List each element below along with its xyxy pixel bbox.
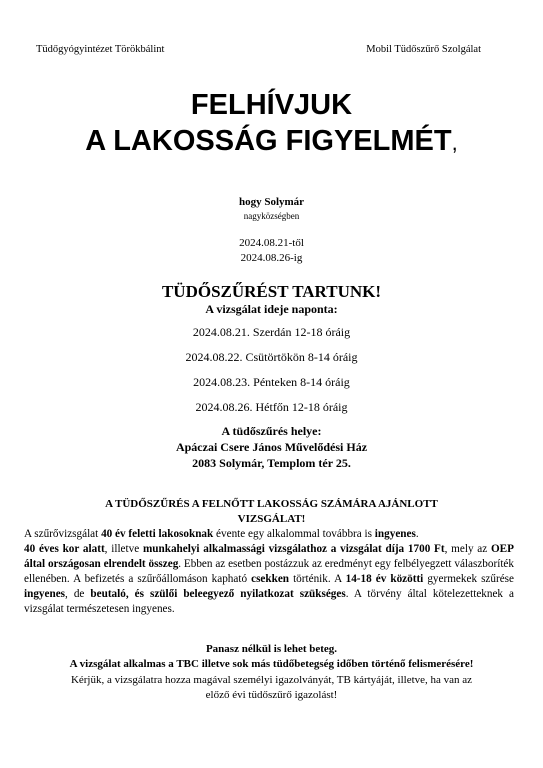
body-text-bold: munkahelyi alkalmassági vizsgálathoz a vizsgálat díja 1700 Ft (142, 543, 445, 555)
schedule-item: 2024.08.23. Pénteken 8-14 óráig (193, 375, 350, 389)
footer-line-1: Panasz nélkül is lehet beteg. (205, 643, 338, 655)
location-town: hogy Solymár (238, 196, 305, 208)
recommendation-line-1: A TÜDŐSZŰRÉS A FELNŐTT LAKOSSÁG SZÁMÁRA AJÁNLOTT (105, 498, 438, 510)
body-text: történik. A (289, 573, 346, 585)
body-text-bold: ingyenes (24, 588, 66, 600)
venue-name: Apáczai Csere János Művelődési Ház (175, 440, 368, 454)
schedule-item: 2024.08.21. Szerdán 12-18 óráig (192, 325, 351, 339)
body-paragraph-1 (24, 527, 514, 542)
schedule-item: 2024.08.26. Hétfőn 12-18 óráig (195, 400, 348, 414)
venue-address: 2083 Solymár, Templom tér 25. (192, 456, 351, 470)
title-comma: , (451, 130, 458, 155)
body-text: , de (65, 588, 91, 600)
title-line-2 (0, 124, 543, 160)
body-text: . Ebben az esetben postázzuk az eredményt egy felbélyegzett válaszboríték ellenében. A befizetés a szűrőállomáson kapható (24, 558, 514, 585)
title-line-2-text: A LAKOSSÁG FIGYELMÉT (85, 125, 452, 157)
body-text-bold: csekken (251, 573, 290, 585)
footer-line-3: Kérjük, a vizsgálatra hozza magával személyi igazolványát, TB kártyáját, illetve, ha van az előző évi tüdőszűrő igazolást! (70, 674, 473, 701)
body-text: A szűrővizsgálat (24, 528, 102, 540)
footer-line-2: A vizsgálat alkalmas a TBC illetve sok más tüdőbetegség időben történő felismerésére! (69, 658, 474, 670)
location-type: nagyközségben (243, 211, 300, 221)
title-line-1: FELHÍVJUK (190, 89, 353, 121)
body-paragraph-2 (24, 542, 514, 617)
body-text: , mely az (444, 543, 491, 555)
body-text-bold: ingyenes (374, 528, 416, 540)
body-text: . (415, 528, 419, 540)
body-text-bold: beutaló, és szülői beleegyező nyilatkozat szükséges (90, 588, 346, 600)
date-to: 2024.08.26-ig (240, 252, 303, 264)
body-text-bold: OEP által országosan elrendelt összeg (24, 543, 514, 570)
header-right: Mobil Tüdőszűrő Szolgálat (366, 44, 481, 55)
body-text-bold: 40 éves kor alatt (24, 543, 105, 555)
body-text: évente egy alkalommal továbbra is (213, 528, 375, 540)
headline: TÜDŐSZŰRÉST TARTUNK! (161, 282, 382, 301)
schedule-item: 2024.08.22. Csütörtökön 8-14 óráig (185, 350, 358, 364)
body-text: gyermekek szűrése (423, 573, 515, 585)
schedule-heading: A vizsgálat ideje naponta: (205, 302, 338, 316)
header-left: Tüdőgyógyintézet Törökbálint (36, 44, 165, 55)
body-text: . A törvény által kötelezetteknek a vizsgálat természetesen ingyenes. (24, 588, 514, 615)
venue-heading: A tüdőszűrés helye: (221, 424, 322, 438)
body-text-bold: 40 év feletti lakosoknak (101, 528, 214, 540)
recommendation-line-2: VIZSGÁLAT! (237, 513, 306, 525)
body-text-bold: 14-18 év közötti (345, 573, 424, 585)
body-text: , illetve (104, 543, 143, 555)
date-from: 2024.08.21-től (239, 237, 304, 249)
